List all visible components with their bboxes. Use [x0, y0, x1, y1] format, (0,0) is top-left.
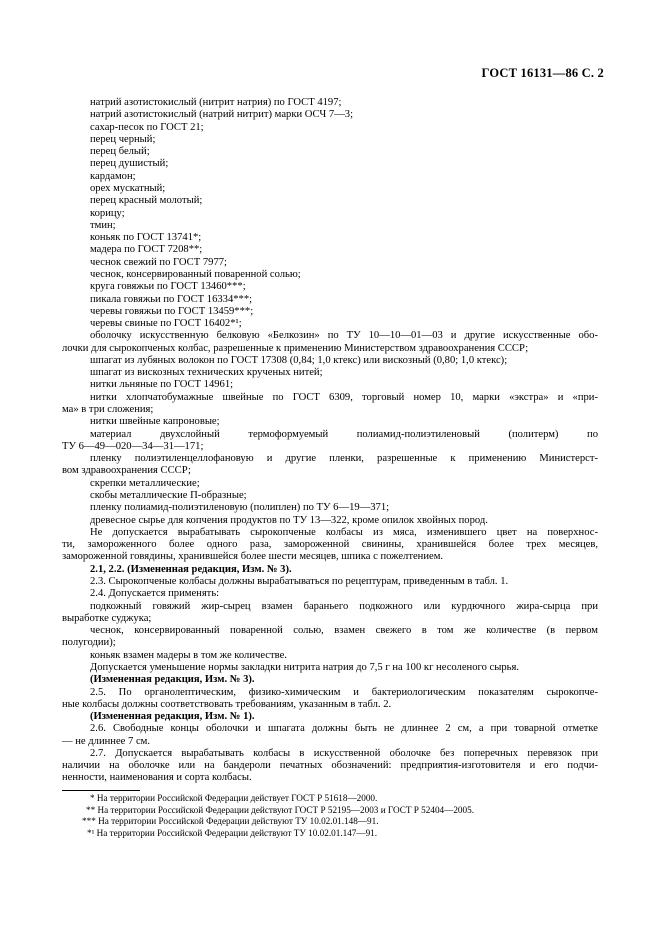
text-line: древесное сырье для копчения продуктов по ТУ 13—322, кроме опилок хвойных пород.: [90, 514, 488, 526]
text-line: Не допускается вырабатывать сырокопченые колбасы из мяса, изменившего цвет на поверхнос-: [90, 526, 598, 538]
footnote: *** На территории Российской Федерации действуют ТУ 10.02.01.148—91.: [82, 816, 379, 827]
text-line: 2.4. Допускается применять:: [90, 588, 220, 600]
text-line: нитки льняные по ГОСТ 14961;: [90, 379, 234, 391]
text-line: ные колбасы должны соответствовать требованиям, указанным в табл. 2.: [62, 698, 392, 710]
footnote: *¹ На территории Российской Федерации действуют ТУ 10.02.01.147—91.: [87, 827, 378, 838]
footnote-divider: [62, 790, 140, 791]
text-line: перец черный;: [90, 133, 156, 145]
text-line: кардамон;: [90, 170, 136, 182]
amendment-note: 2.1, 2.2. (Измененная редакция, Изм. № 3).: [90, 563, 292, 575]
text-line: 2.3. Сырокопченые колбасы должны вырабатываться по рецептурам, приведенным в табл. 1.: [90, 575, 509, 587]
text-line: черевы свиные по ГОСТ 16402*¹;: [90, 318, 242, 330]
text-line: шпагат из лубяных волокон по ГОСТ 17308 (0,84; 1,0 ктекс) или вискозный (0,80; 1,0 ктекс);: [90, 354, 508, 366]
text-line: 2.7. Допускается вырабатывать колбасы в искусственной оболочке без поперечных перевязок при: [90, 747, 598, 759]
amendment-note: (Измененная редакция, Изм. № 1).: [90, 711, 255, 723]
text-line: чеснок свежий по ГОСТ 7977;: [90, 256, 227, 268]
footnote: ** На территории Российской Федерации действуют ГОСТ Р 52195—2003 и ГОСТ Р 52404—2005.: [86, 804, 475, 815]
text-line: чеснок, консервированный поваренной солью;: [90, 268, 301, 280]
text-line: пленку полиамид-полиэтиленовую (полиплен) по ТУ 6—19—371;: [90, 502, 390, 514]
text-line: сахар-песок по ГОСТ 21;: [90, 121, 204, 133]
text-line: коньяк по ГОСТ 13741*;: [90, 232, 202, 244]
text-line: ненности, наименования и сорта колбасы.: [62, 772, 252, 784]
text-line: Допускается уменьшение нормы закладки нитрита натрия до 7,5 г на 100 кг несоленого сырья.: [90, 661, 520, 673]
text-line: ТУ 6—49—020—34—31—171;: [62, 440, 204, 452]
text-line: нитки хлопчатобумажные швейные по ГОСТ 6309, торговый номер 10, марки «экстра» и «при-: [90, 391, 598, 403]
footnotes: [62, 793, 598, 839]
document-body: [62, 97, 598, 785]
text-line: лочки для сырокопченых колбас, разрешенные к применению Министерством здравоохранения СССР;: [62, 342, 529, 354]
text-line: скобы металлические П-образные;: [90, 490, 247, 501]
text-line: материал двухслойный термоформуемый полиамид-полиэтиленовый (политерм) по: [90, 428, 598, 440]
amendment-note: (Измененная редакция, Изм. № 3).: [90, 674, 255, 686]
text-line: пикала говяжьи по ГОСТ 16334***;: [90, 293, 253, 305]
text-line: 2.5. По органолептическим, физико-химическим и бактериологическим показателям сырокопче-: [90, 686, 598, 698]
text-line: ти, замороженного более одного раза, замороженной свинины, хранившейся более трех месяцев,: [62, 539, 598, 551]
text-line: черевы говяжьи по ГОСТ 13459***;: [90, 305, 254, 317]
text-line: шпагат из вискозных технических крученых нитей;: [90, 367, 323, 379]
text-line: выработке суджука;: [62, 612, 152, 624]
text-line: скрепки металлические;: [90, 477, 200, 489]
text-line: круга говяжьи по ГОСТ 13460***;: [90, 281, 246, 293]
text-line: — не длиннее 7 см.: [62, 735, 150, 747]
text-line: мадера по ГОСТ 7208**;: [90, 244, 203, 256]
text-line: перец белый;: [90, 146, 150, 158]
text-line: ма» в три сложения;: [62, 404, 154, 416]
text-line: корицу;: [90, 207, 125, 219]
text-line: замороженной говядины, хранившейся более шести месяцев, шпика с пожелтением.: [62, 551, 444, 563]
page-header: ГОСТ 16131—86 С. 2: [481, 66, 604, 80]
text-line: 2.6. Свободные концы оболочки и шпагата должны быть не длиннее 2 см, а при товарной отметке: [90, 723, 598, 735]
text-line: натрий азотистокислый (натрий нитрит) марки ОСЧ 7—3;: [90, 109, 354, 121]
text-line: перец душистый;: [90, 158, 169, 170]
text-line: пленку полиэтиленцеллофановую и другие пленки, разрешенные к применению Министерст-: [90, 453, 598, 465]
footnote: * На территории Российской Федерации действует ГОСТ Р 51618—2000.: [90, 793, 378, 803]
text-line: орех мускатный;: [90, 182, 166, 194]
text-line: перец красный молотый;: [90, 195, 203, 207]
text-line: нитки швейные капроновые;: [90, 416, 220, 428]
text-line: чеснок, консервированный поваренной солью, взамен свежего в том же количестве (в первом: [90, 625, 598, 637]
text-line: полугодии);: [62, 637, 116, 649]
text-line: натрий азотистокислый (нитрит натрия) по ГОСТ 4197;: [90, 97, 342, 108]
text-line: подкожный говяжий жир-сырец взамен бараньего подкожного или курдючного жира-сырца при: [90, 600, 598, 612]
text-line: наличии на оболочке или на бандероли печатных обозначений: предприятия-изготовителя и его подчи-: [62, 760, 598, 772]
text-line: тмин;: [90, 219, 116, 231]
text-line: оболочку искусственную белковую «Белкозин» по ТУ 10—10—01—03 и другие искусственные обо-: [90, 330, 598, 342]
text-line: вом здравоохранения СССР;: [62, 465, 191, 477]
text-line: коньяк взамен мадеры в том же количестве.: [90, 649, 287, 661]
